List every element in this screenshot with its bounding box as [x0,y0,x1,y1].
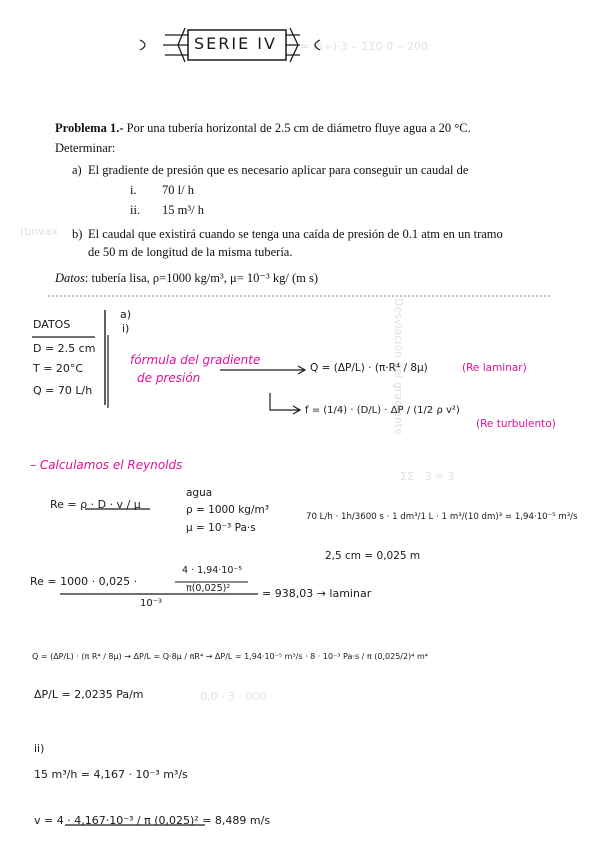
formula-label-2: de presión [137,371,201,385]
conv-q: 70 L/h · 1h/3600 s · 1 dm³/1 L · 1 m³/(10 dm)³ = 1,94·10⁻⁵ m³/s [306,512,578,522]
q-equation: Q = (ΔP/L) · (π R⁴ / 8μ) → ΔP/L = Q·8μ / πR⁴ → ΔP/L = 1,94·10⁻⁵ m³/s · 8 · 10⁻³ Pa·s / π (0,025/2)⁴ m⁴ [32,652,428,661]
calc-reynolds: – Calculamos el Reynolds [30,458,183,472]
bleed-through-text: 0,0 · 3 · 000 [200,690,267,703]
bleed-through-text: (bnvax [20,225,59,238]
notes-datos-title: DATOS [33,318,71,331]
bleed-through-text: ΣΣ · 3 = 3 [400,470,455,483]
dp-result: ΔP/L = 2,0235 Pa/m [34,688,144,701]
part-b-line1: El caudal que existirá cuando se tenga una caída de presión de 0.1 atm en un tramo [88,227,503,241]
conv-d: 2,5 cm = 0,025 m [325,550,421,562]
notes-d: D = 2.5 cm [33,342,96,355]
sub-i-label: i. [130,183,137,197]
notes-mu: μ = 10⁻³ Pa·s [186,522,256,534]
notes-part-a: a) [120,308,132,321]
problem-statement-line [55,121,471,136]
formula-laminar: Q = (ΔP/L) · (π·R⁴ / 8μ) [310,362,428,374]
notes-part-ii: ii) [34,742,45,755]
part-a-label: a) [72,163,82,177]
bleed-through-text: Desviación del gradiente [391,298,405,435]
sub-ii-label: ii. [130,203,141,217]
sub-i-value: 70 l/ h [162,183,194,197]
turbulent-tag: (Re turbulento) [476,418,556,430]
datos-line [55,270,318,286]
v-equation: v = 4 · 4,167·10⁻³ / π (0,025)² = 8,489 m/s [34,814,271,827]
part-b-label: b) [72,227,83,241]
notes-rho: ρ = 1000 kg/m³ [186,504,269,516]
formula-turbulent: f = (1/4) · (D/L) · ΔP / (1/2 ρ v²) [305,405,460,416]
re-num-bot: π(0,025)² [186,583,231,594]
re-den: 10⁻³ [140,598,163,609]
sub-ii-value: 15 m³/ h [162,203,204,217]
notes-part-i: i) [122,322,130,335]
page-title: SERIE IV [194,34,277,53]
datos-label: Datos [55,271,85,285]
datos-text: : tubería lisa, ρ=1000 kg/m³, μ= 10⁻³ kg/ (m s) [84,271,318,285]
notes-q: Q = 70 L/h [33,384,93,397]
part-a-text: El gradiente de presión que es necesario aplicar para conseguir un caudal de [88,163,469,177]
problem-label: Problema 1.- [55,121,124,135]
re-formula: Re = ρ · D · v / μ [50,498,141,511]
notes-agua: agua [186,487,213,499]
conv-15: 15 m³/h = 4,167 · 10⁻³ m³/s [34,768,188,781]
laminar-tag: (Re laminar) [462,362,527,374]
part-b-line2: de 50 m de longitud de la misma tubería. [88,245,293,259]
notes-t: T = 20°C [33,362,84,375]
re-num-top: 4 · 1,94·10⁻⁵ [182,565,243,576]
determine-label: Determinar: [55,141,116,155]
formula-label-1: fórmula del gradiente [130,353,261,367]
re-lhs: Re = 1000 · 0,025 · [30,575,138,588]
problem-statement: Por una tubería horizontal de 2.5 cm de diámetro fluye agua a 20 °C. [126,121,471,135]
bleed-through-text: = P(∞)·3 ‒ ΣΣ0·0 ‒ 200 [300,40,428,53]
re-result: = 938,03 → laminar [262,587,372,600]
